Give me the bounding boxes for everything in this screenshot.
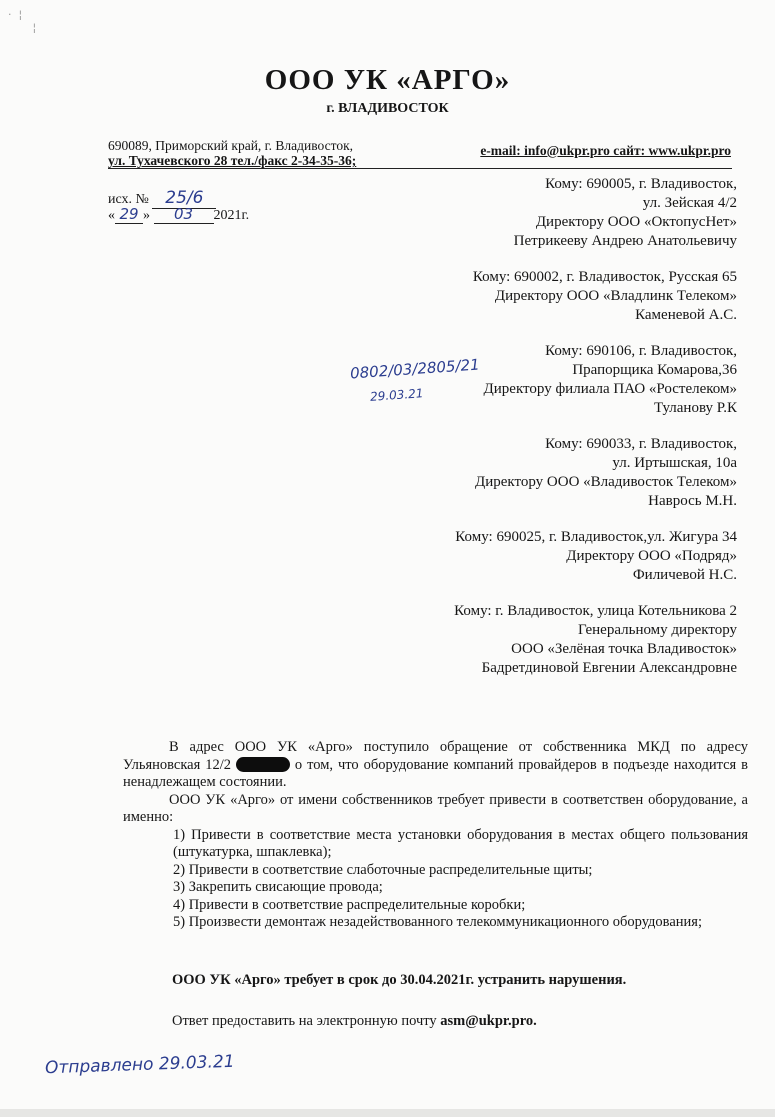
body-paragraph: ООО УК «Арго» от имени собственников требует привести в соответствен оборудование, а именно: [123, 791, 748, 825]
letterhead-divider [108, 168, 732, 169]
reference-number-handwritten: 25/6 [152, 188, 216, 209]
handwritten-registration-numbers: 0802/03/2805/21 [349, 355, 481, 383]
redaction-mark [236, 757, 290, 772]
handwritten-registration-date: 29.03.21 [369, 386, 424, 404]
list-item: 5) Произвести демонтаж незадействованного телекоммуникационного оборудования; [173, 914, 702, 930]
list-item: 3) Закрепить свисающие провода; [173, 879, 383, 895]
addressee-block: Кому: 690106, г. Владивосток, Прапорщика Комарова,36 Директору филиала ПАО «Ростелеком» Туланову Р.К [483, 343, 737, 416]
scan-marks: · ¦ ¦ [8, 8, 37, 34]
scan-bottom-edge [0, 1109, 775, 1117]
letter-date: « 29 » 03 2021г. [108, 205, 250, 223]
date-year: 2021г. [213, 208, 250, 223]
handwritten-sent-note: Отправлено 29.03.21 [44, 1051, 235, 1079]
organization-address: 690089, Приморский край, г. Владивосток, [108, 138, 354, 153]
demand-statement: ООО УК «Арго» требует в срок до 30.04.2021г. устранить нарушения. [172, 972, 627, 988]
list-item: 2) Привести в соответствие слаботочные распределительные щиты; [173, 861, 593, 878]
addressee-list [454, 175, 737, 695]
body-paragraph: В адрес ООО УК «Арго» поступило обращение от собственника МКД по адресу Ульяновская 12/2 о том, что оборудование компаний провайдеров в подъезде находится в ненадлежащем состоянии. [123, 739, 748, 790]
list-item: 1) Привести в соответствие места установки оборудования в местах общего пользования (штукатурка, шпаклевка); [173, 826, 748, 860]
addressee-block: Кому: г. Владивосток, улица Котельникова 2 Генеральному директору ООО «Зелёная точка Владивосток» Бадретдиновой Евгении Александровне [454, 603, 737, 676]
list-item: 4) Привести в соответствие распределительные коробки; [173, 896, 526, 913]
addressee-block: Кому: 690033, г. Владивосток, ул. Иртышская, 10а Директору ООО «Владивосток Телеком» Наврось М.Н. [474, 436, 737, 509]
organization-city: г. ВЛАДИВОСТОК [326, 101, 449, 116]
reply-instruction: Ответ предоставить на электронную почту asm@ukpr.pro. [172, 1013, 537, 1029]
letter-body [123, 739, 748, 932]
organization-title: ООО УК «АРГО» [264, 64, 511, 96]
organization-contact: e-mail: info@ukpr.pro сайт: www.ukpr.pro [480, 143, 731, 158]
organization-street-phone: ул. Тухачевского 28 тел./факс 2-34-35-36; [108, 153, 357, 168]
addressee-block: Кому: 690025, г. Владивосток,ул. Жигура 34 Директору ООО «Подряд» Филичевой Н.С. [455, 529, 737, 583]
addressee-block: Кому: 690005, г. Владивосток, ул. Зейская 4/2 Директору ООО «ОктопусНет» Петрикееву Андрею Анатольевичу [513, 176, 737, 249]
addressee-block: Кому: 690002, г. Владивосток, Русская 65 Директору ООО «Владлинк Телеком» Каменевой А.С. [472, 269, 737, 323]
date-day-handwritten: 29 [115, 205, 143, 224]
date-month-handwritten: 03 [154, 205, 214, 224]
reply-email: asm@ukpr.pro. [440, 1013, 537, 1029]
reference-prefix: исх. № [108, 192, 149, 207]
